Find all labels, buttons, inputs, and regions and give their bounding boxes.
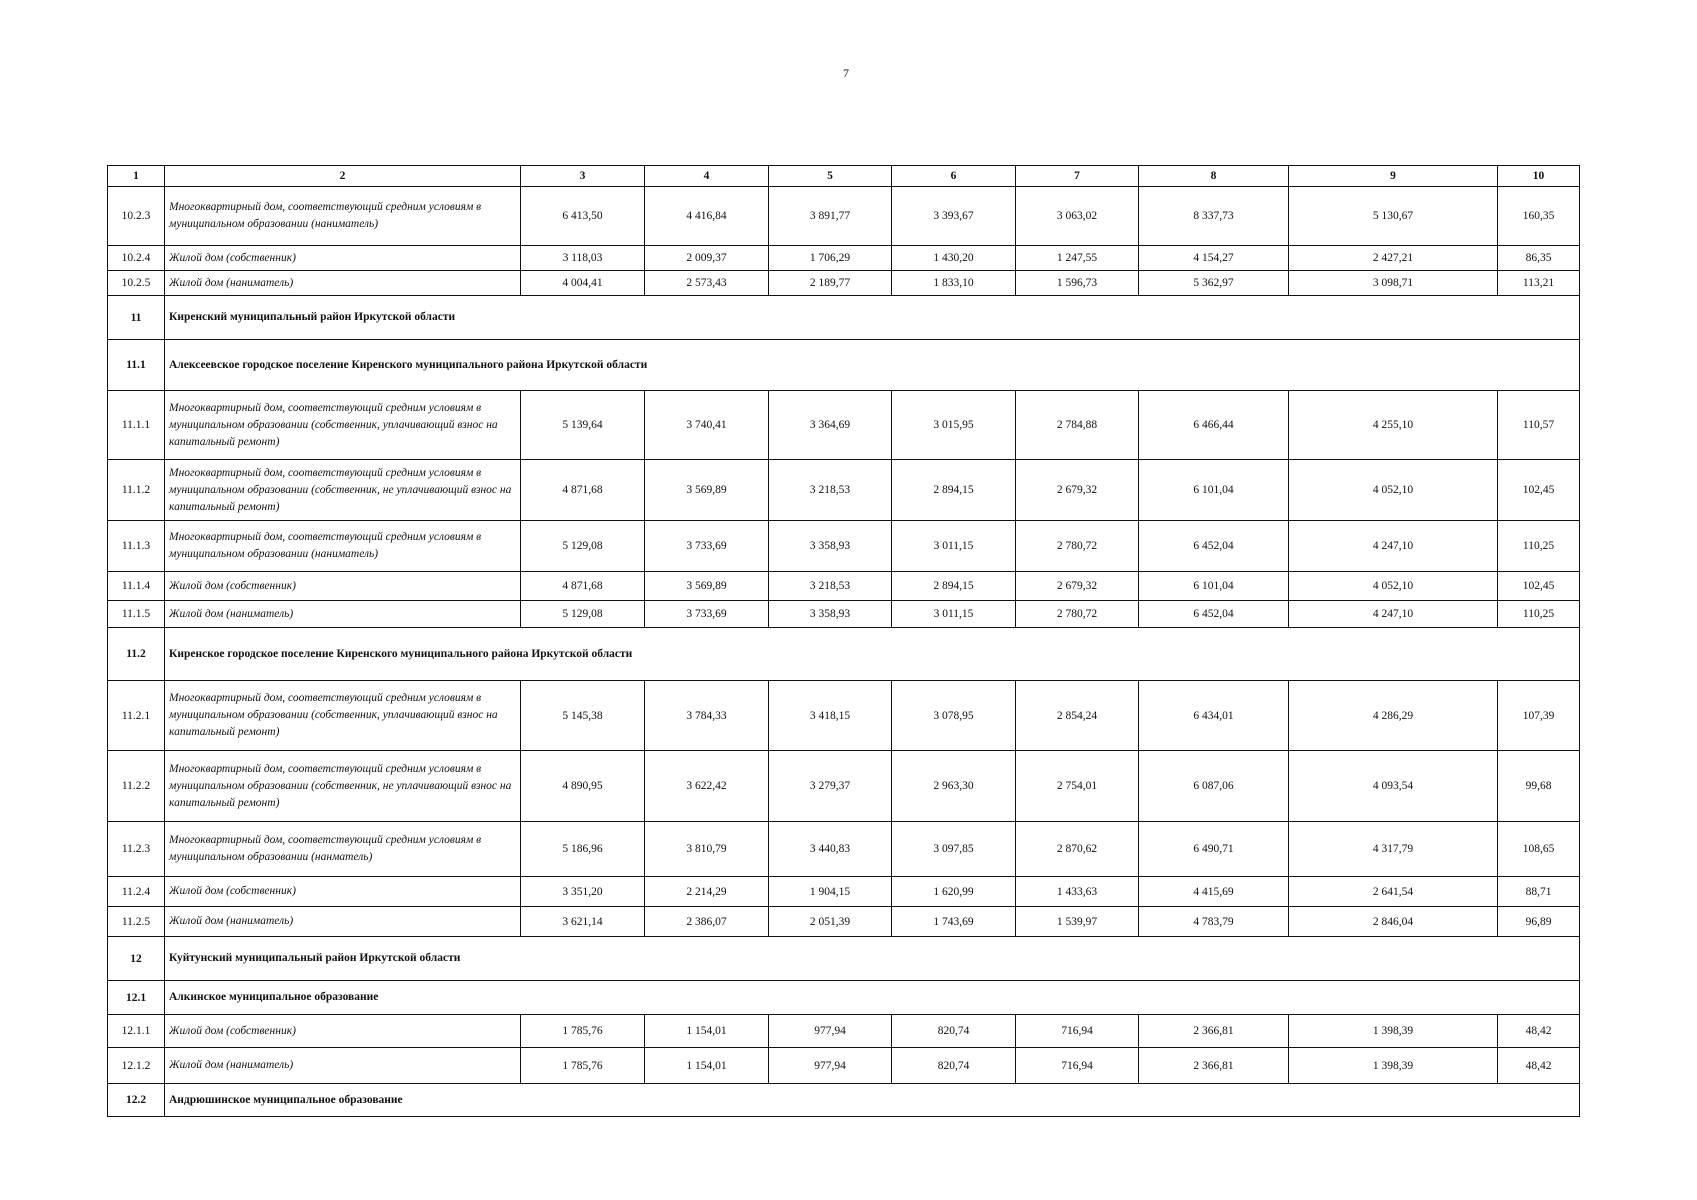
table-cell: 48,42 — [1498, 1015, 1580, 1048]
table-row — [108, 460, 1580, 521]
table-cell: 2 679,32 — [1016, 460, 1139, 521]
section-row — [108, 937, 1580, 981]
table-row — [108, 521, 1580, 572]
table-cell: 6 452,04 — [1139, 601, 1289, 628]
table-cell: 4 247,10 — [1289, 521, 1498, 572]
table-cell: 102,45 — [1498, 460, 1580, 521]
table-cell: 820,74 — [892, 1015, 1016, 1048]
table-cell: 3 733,69 — [645, 521, 769, 572]
table-cell: 4 052,10 — [1289, 460, 1498, 521]
table-cell: 113,21 — [1498, 271, 1580, 296]
table-cell: 5 145,38 — [521, 681, 645, 751]
table-cell: 88,71 — [1498, 877, 1580, 907]
section-row — [108, 340, 1580, 391]
table-cell: 2 870,62 — [1016, 822, 1139, 877]
tariff-table — [107, 165, 1580, 1117]
table-header-row — [108, 166, 1580, 187]
row-number: 10.2.3 — [108, 187, 165, 246]
table-cell: 1 154,01 — [645, 1015, 769, 1048]
table-cell: 3 364,69 — [769, 391, 892, 460]
row-description: Жилой дом (собственник) — [165, 877, 521, 907]
table-cell: 3 622,42 — [645, 751, 769, 822]
row-description: Жилой дом (собственник) — [165, 246, 521, 271]
column-header: 6 — [892, 166, 1016, 187]
table-row — [108, 572, 1580, 601]
table-row — [108, 271, 1580, 296]
table-cell: 2 427,21 — [1289, 246, 1498, 271]
table-cell: 3 440,83 — [769, 822, 892, 877]
row-number: 11.1.2 — [108, 460, 165, 521]
table-cell: 8 337,73 — [1139, 187, 1289, 246]
table-cell: 86,35 — [1498, 246, 1580, 271]
table-cell: 1 430,20 — [892, 246, 1016, 271]
section-row — [108, 628, 1580, 681]
table-cell: 3 740,41 — [645, 391, 769, 460]
table-cell: 3 063,02 — [1016, 187, 1139, 246]
table-cell: 6 101,04 — [1139, 572, 1289, 601]
table-cell: 977,94 — [769, 1015, 892, 1048]
table-cell: 3 078,95 — [892, 681, 1016, 751]
row-number: 11 — [108, 296, 165, 340]
row-number: 11.1.4 — [108, 572, 165, 601]
row-number: 12.1.2 — [108, 1048, 165, 1084]
table-cell: 4 783,79 — [1139, 907, 1289, 937]
table-cell: 3 358,93 — [769, 601, 892, 628]
table-cell: 160,35 — [1498, 187, 1580, 246]
table-cell: 6 101,04 — [1139, 460, 1289, 521]
table-cell: 3 218,53 — [769, 460, 892, 521]
table-cell: 3 098,71 — [1289, 271, 1498, 296]
table-cell: 1 904,15 — [769, 877, 892, 907]
table-cell: 5 362,97 — [1139, 271, 1289, 296]
table-cell: 110,25 — [1498, 601, 1580, 628]
section-row — [108, 296, 1580, 340]
table-cell: 2 894,15 — [892, 460, 1016, 521]
table-cell: 2 854,24 — [1016, 681, 1139, 751]
table-cell: 3 011,15 — [892, 521, 1016, 572]
row-number: 12.2 — [108, 1084, 165, 1117]
row-description: Жилой дом (наниматель) — [165, 907, 521, 937]
table-cell: 6 413,50 — [521, 187, 645, 246]
table-cell: 4 255,10 — [1289, 391, 1498, 460]
table-cell: 1 785,76 — [521, 1048, 645, 1084]
table-cell: 2 214,29 — [645, 877, 769, 907]
table-cell: 2 780,72 — [1016, 521, 1139, 572]
table-cell: 1 539,97 — [1016, 907, 1139, 937]
row-description: Жилой дом (наниматель) — [165, 601, 521, 628]
row-number: 12.1.1 — [108, 1015, 165, 1048]
table-cell: 3 784,33 — [645, 681, 769, 751]
row-number: 11.2.5 — [108, 907, 165, 937]
table-row — [108, 246, 1580, 271]
table-cell: 3 569,89 — [645, 460, 769, 521]
table-cell: 6 434,01 — [1139, 681, 1289, 751]
page-number: 7 — [843, 66, 849, 80]
table-cell: 2 051,39 — [769, 907, 892, 937]
table-cell: 2 189,77 — [769, 271, 892, 296]
table-cell: 3 015,95 — [892, 391, 1016, 460]
column-header: 4 — [645, 166, 769, 187]
table-cell: 6 490,71 — [1139, 822, 1289, 877]
section-title: Киренский муниципальный район Иркутской области — [165, 296, 1580, 340]
column-header: 1 — [108, 166, 165, 187]
row-description: Многоквартирный дом, соответствующий средним условиям в муниципальном образовании (наниматель) — [165, 187, 521, 246]
table-cell: 716,94 — [1016, 1048, 1139, 1084]
table-cell: 2 366,81 — [1139, 1048, 1289, 1084]
table-cell: 5 129,08 — [521, 601, 645, 628]
table-cell: 1 785,76 — [521, 1015, 645, 1048]
table-cell: 3 621,14 — [521, 907, 645, 937]
table-cell: 4 317,79 — [1289, 822, 1498, 877]
section-row — [108, 1084, 1580, 1117]
row-number: 11.1.1 — [108, 391, 165, 460]
table-cell: 3 810,79 — [645, 822, 769, 877]
row-number: 11.1.5 — [108, 601, 165, 628]
row-description: Жилой дом (собственник) — [165, 1015, 521, 1048]
table-cell: 5 129,08 — [521, 521, 645, 572]
table-row — [108, 877, 1580, 907]
table-cell: 1 154,01 — [645, 1048, 769, 1084]
table-cell: 5 139,64 — [521, 391, 645, 460]
table-cell: 3 118,03 — [521, 246, 645, 271]
column-header: 8 — [1139, 166, 1289, 187]
column-header: 7 — [1016, 166, 1139, 187]
table-cell: 4 890,95 — [521, 751, 645, 822]
row-description: Жилой дом (собственник) — [165, 572, 521, 601]
table-cell: 108,65 — [1498, 822, 1580, 877]
section-title: Куйтунский муниципальный район Иркутской области — [165, 937, 1580, 981]
table-cell: 3 418,15 — [769, 681, 892, 751]
table-row — [108, 187, 1580, 246]
table-cell: 2 679,32 — [1016, 572, 1139, 601]
table-cell: 3 891,77 — [769, 187, 892, 246]
table-row — [108, 681, 1580, 751]
table-cell: 5 130,67 — [1289, 187, 1498, 246]
table-cell: 977,94 — [769, 1048, 892, 1084]
table-cell: 4 286,29 — [1289, 681, 1498, 751]
row-description: Многоквартирный дом, соответствующий средним условиям в муниципальном образовании (собственник, уплачивающий взнос на капитальный ремонт) — [165, 391, 521, 460]
table-row — [108, 822, 1580, 877]
row-number: 11.1.3 — [108, 521, 165, 572]
table-cell: 2 963,30 — [892, 751, 1016, 822]
table-cell: 3 279,37 — [769, 751, 892, 822]
section-title: Алкинское муниципальное образование — [165, 981, 1580, 1015]
row-description: Многоквартирный дом, соответствующий средним условиям в муниципальном образовании (собственник, не уплачивающий взнос на капитальный ремонт) — [165, 460, 521, 521]
table-cell: 3 011,15 — [892, 601, 1016, 628]
table-cell: 107,39 — [1498, 681, 1580, 751]
table-cell: 2 784,88 — [1016, 391, 1139, 460]
row-description: Многоквартирный дом, соответствующий средним условиям в муниципальном образовании (собственник, уплачивающий взнос на капитальный ремонт) — [165, 681, 521, 751]
table-cell: 1 433,63 — [1016, 877, 1139, 907]
table-cell: 1 398,39 — [1289, 1015, 1498, 1048]
table-cell: 4 415,69 — [1139, 877, 1289, 907]
column-header: 9 — [1289, 166, 1498, 187]
section-title: Киренское городское поселение Киренского муниципального района Иркутской области — [165, 628, 1580, 681]
section-row — [108, 981, 1580, 1015]
table-cell: 4 416,84 — [645, 187, 769, 246]
table-cell: 3 351,20 — [521, 877, 645, 907]
table-row — [108, 751, 1580, 822]
column-header: 2 — [165, 166, 521, 187]
table-cell: 96,89 — [1498, 907, 1580, 937]
table-cell: 2 386,07 — [645, 907, 769, 937]
table-row — [108, 601, 1580, 628]
table-cell: 99,68 — [1498, 751, 1580, 822]
table-cell: 110,25 — [1498, 521, 1580, 572]
row-number: 11.2.1 — [108, 681, 165, 751]
table-cell: 48,42 — [1498, 1048, 1580, 1084]
row-description: Жилой дом (наниматель) — [165, 1048, 521, 1084]
section-title: Алексеевское городское поселение Киренского муниципального района Иркутской области — [165, 340, 1580, 391]
table-cell: 6 087,06 — [1139, 751, 1289, 822]
table-cell: 2 846,04 — [1289, 907, 1498, 937]
table-cell: 4 871,68 — [521, 572, 645, 601]
table-cell: 2 780,72 — [1016, 601, 1139, 628]
table-cell: 1 706,29 — [769, 246, 892, 271]
table-cell: 1 247,55 — [1016, 246, 1139, 271]
table-cell: 3 358,93 — [769, 521, 892, 572]
table-cell: 820,74 — [892, 1048, 1016, 1084]
table-cell: 4 004,41 — [521, 271, 645, 296]
row-number: 11.2 — [108, 628, 165, 681]
row-description: Жилой дом (наниматель) — [165, 271, 521, 296]
row-description: Многоквартирный дом, соответствующий средним условиям в муниципальном образовании (нанматель) — [165, 822, 521, 877]
table-cell: 3 569,89 — [645, 572, 769, 601]
table-cell: 716,94 — [1016, 1015, 1139, 1048]
table-cell: 6 466,44 — [1139, 391, 1289, 460]
table-cell: 4 154,27 — [1139, 246, 1289, 271]
row-number: 10.2.4 — [108, 246, 165, 271]
table-cell: 6 452,04 — [1139, 521, 1289, 572]
table-cell: 2 754,01 — [1016, 751, 1139, 822]
column-header: 5 — [769, 166, 892, 187]
table-cell: 1 833,10 — [892, 271, 1016, 296]
row-description: Многоквартирный дом, соответствующий средним условиям в муниципальном образовании (наниматель) — [165, 521, 521, 572]
table-cell: 4 093,54 — [1289, 751, 1498, 822]
table-cell: 1 620,99 — [892, 877, 1016, 907]
table-row — [108, 391, 1580, 460]
table-cell: 2 573,43 — [645, 271, 769, 296]
table-cell: 1 398,39 — [1289, 1048, 1498, 1084]
section-title: Андрюшинское муниципальное образование — [165, 1084, 1580, 1117]
row-number: 12.1 — [108, 981, 165, 1015]
table-cell: 2 894,15 — [892, 572, 1016, 601]
table-cell: 102,45 — [1498, 572, 1580, 601]
row-number: 10.2.5 — [108, 271, 165, 296]
table-cell: 2 366,81 — [1139, 1015, 1289, 1048]
row-description: Многоквартирный дом, соответствующий средним условиям в муниципальном образовании (собственник, не уплачивающий взнос на капитальный ремонт) — [165, 751, 521, 822]
table-cell: 4 871,68 — [521, 460, 645, 521]
row-number: 11.2.2 — [108, 751, 165, 822]
table-cell: 5 186,96 — [521, 822, 645, 877]
row-number: 11.1 — [108, 340, 165, 391]
table-cell: 3 733,69 — [645, 601, 769, 628]
table-cell: 4 052,10 — [1289, 572, 1498, 601]
table-cell: 1 743,69 — [892, 907, 1016, 937]
row-number: 11.2.3 — [108, 822, 165, 877]
table-cell: 110,57 — [1498, 391, 1580, 460]
table-cell: 2 641,54 — [1289, 877, 1498, 907]
table-row — [108, 907, 1580, 937]
table-cell: 3 218,53 — [769, 572, 892, 601]
table-cell: 1 596,73 — [1016, 271, 1139, 296]
row-number: 11.2.4 — [108, 877, 165, 907]
table-cell: 3 097,85 — [892, 822, 1016, 877]
column-header: 10 — [1498, 166, 1580, 187]
table-cell: 2 009,37 — [645, 246, 769, 271]
table-row — [108, 1048, 1580, 1084]
table-cell: 3 393,67 — [892, 187, 1016, 246]
row-number: 12 — [108, 937, 165, 981]
table-row — [108, 1015, 1580, 1048]
table-cell: 4 247,10 — [1289, 601, 1498, 628]
column-header: 3 — [521, 166, 645, 187]
